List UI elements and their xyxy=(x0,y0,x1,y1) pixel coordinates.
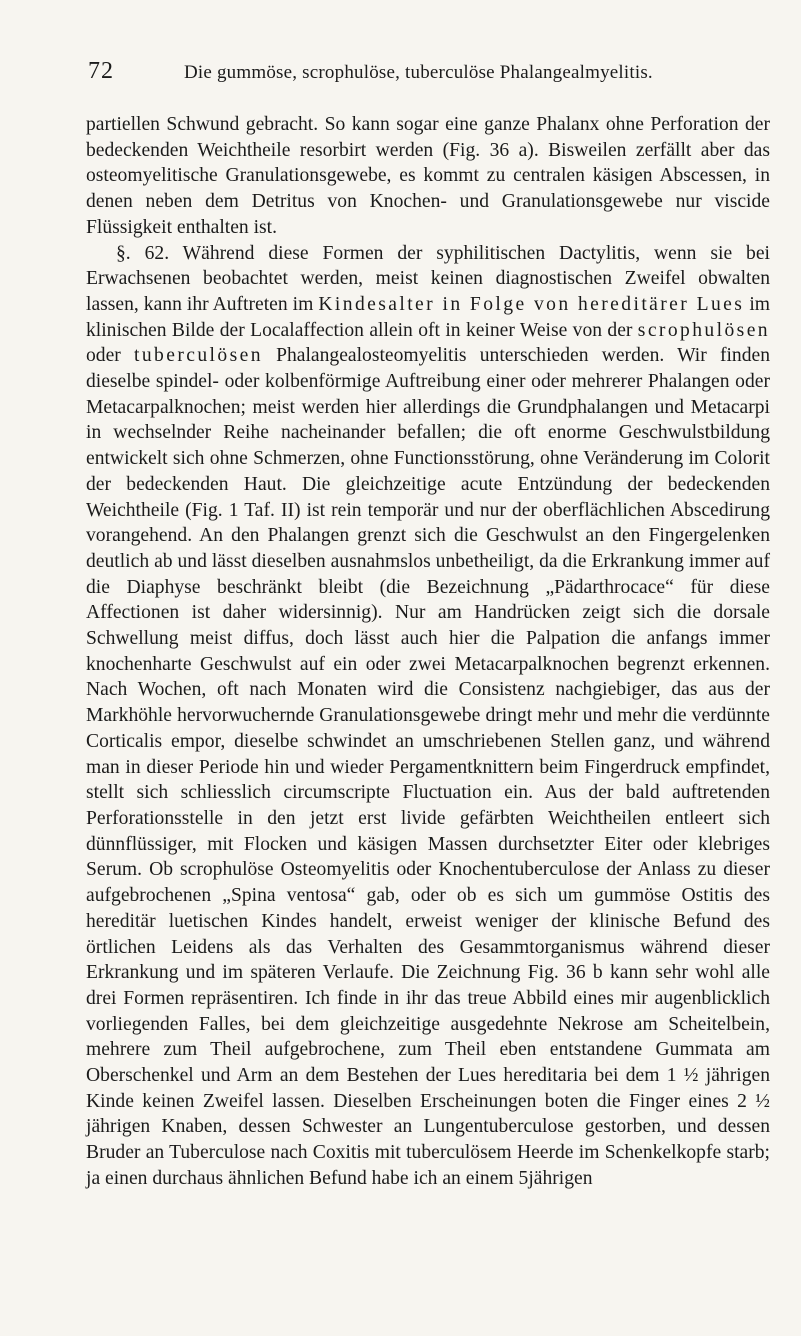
page-header xyxy=(88,58,768,94)
text-run: §. 62. Während diese Formen der syphilitischen Dactylitis, wenn sie bei Erwachsenen beobachtet werden, meist keinen diagnostischen Zweifel obwalten lassen, kann ihr Auftreten im xyxy=(86,242,770,315)
paragraph-section-62 xyxy=(86,241,770,1192)
running-title: Die gummöse, scrophulöse, tuberculöse Phalangealmyelitis. xyxy=(184,62,653,83)
text-run: Phalangealosteomyelitis unterschieden werden. Wir finden dieselbe spindel- oder kolbenförmige Auftreibung einer oder mehrerer Phalangen oder Metacarpalknochen; meist werden hier allerdings die Grundphalangen und Metacarpi in wechselnder Reihe nacheinander befallen; die oft enorme Geschwulstbildung entwickelt sich ohne Schmerzen, ohne Functionsstörung, ohne Veränderung im Colorit der bedeckenden Haut. Die gleichzeitige acute Entzündung der bedeckenden Weichtheile (Fig. 1 Taf. II) ist rein temporär und nur der oberflächlichen Abscedirung vorangehend. An den Phalangen grenzt sich die Geschwulst an den Fingergelenken deutlich ab und lässt dieselben ausnahmslos unbetheiligt, da die Erkrankung immer auf die Diaphyse beschränkt bleibt (die Bezeichnung „Pädarthrocace“ für diese Affectionen ist daher widersinnig). Nur am Handrücken zeigt sich die dorsale Schwellung meist diffus, doch lässt auch hier die Palpation die anfangs immer knochenharte Geschwulst auf ein oder zwei Metacarpalknochen begrenzt erkennen. Nach Wochen, oft nach Monaten wird die Consistenz nachgiebiger, das aus der Markhöhle hervorwuchernde Granulationsgewebe dringt mehr und mehr die verdünnte Corticalis empor, dieselbe schwindet an umschriebenen Stellen ganz, und während man in dieser Periode hin und wieder Pergamentknittern beim Fingerdruck empfindet, stellt sich schliesslich circumscripte Fluctuation ein. Aus der bald auftretenden Perforationsstelle in den jetzt erst livide gefärbten Weichtheilen entleert sich dünnflüssiger, mit Flocken und käsigen Massen durchsetzter Eiter oder klebriges Serum. Ob scrophulöse Osteomyelitis oder Knochentuberculose der Anlass zu dieser aufgebrochenen „Spina ventosa“ gab, oder ob es sich um gummöse Ostitis des hereditär luetischen Kindes handelt, erweist weniger der klinische Befund des örtlichen Leidens als das Verhalten des Gesammtorganismus während dieser Erkrankung und im späteren Verlaufe. Die Zeichnung Fig. 36 b kann sehr wohl alle drei Formen repräsentiren. Ich finde in ihr das treue Abbild eines mir augenblicklich vorliegenden Falles, bei dem gleichzeitige ausgedehnte Nekrose am Scheitelbein, mehrere zum Theil aufgebrochene, zum Theil eben entstandene Gummata am Oberschenkel und Arm an dem Bestehen der Lues hereditaria bei dem 1 ½ jährigen Kinde keinen Zweifel lassen. Dieselben Erscheinungen boten die Finger eines 2 ½ jährigen Knaben, dessen Schwester an Lungentuberculose gestorben, und dessen Bruder an Tuberculose nach Coxitis mit tuberculösem Heerde im Schenkelkopfe starb; ja einen durchaus ähnlichen Befund habe ich an einem 5jährigen xyxy=(86,345,770,1189)
emphasized-phrase: Kindesalter in Folge von hereditärer Lues xyxy=(318,293,745,315)
emphasized-word: scrophulösen xyxy=(637,319,770,341)
paragraph: partiellen Schwund gebracht. So kann sogar eine ganze Phalanx ohne Perforation der bedeckenden Weichtheile resorbirt werden (Fig. 36 a). Bisweilen zerfällt aber das osteomyelitische Granulationsgewebe, es kommt zu centralen käsigen Abscessen, in denen neben dem Detritus von Knochen- und Granulationsgewebe nur viscide Flüssigkeit enthalten ist. xyxy=(86,114,770,238)
text-run: im klinischen Bilde der Localaffection allein oft in keiner Weise von der xyxy=(86,293,771,341)
body-text xyxy=(86,112,770,1192)
page-number: 72 xyxy=(88,58,114,84)
emphasized-word: tuberculösen xyxy=(134,345,263,367)
text-run: oder xyxy=(86,345,134,367)
